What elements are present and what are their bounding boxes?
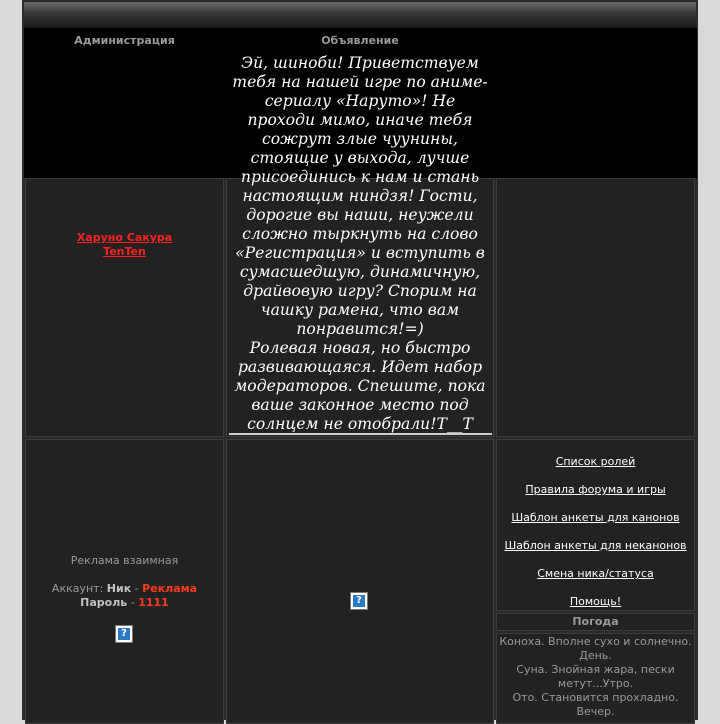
weather-title: Погода [572, 615, 619, 628]
admin-list [26, 231, 223, 259]
weather-oto: Ото. Становится прохладно. Вечер. [512, 691, 679, 718]
broken-image-icon: ? [118, 628, 130, 640]
link-change-nick[interactable]: Смена ника/статуса [537, 567, 654, 580]
center-bottom-cell [226, 439, 494, 724]
admin-link-tenten[interactable]: TenTen [103, 245, 146, 258]
admin-cell [25, 178, 224, 437]
link-noncanon-template[interactable]: Шаблон анкеты для неканонов [504, 539, 687, 552]
ad-password-line [26, 596, 223, 610]
admin-link-sakura[interactable]: Харуно Сакура [76, 231, 173, 244]
link-forum-rules[interactable]: Правила форума и игры [525, 483, 666, 496]
ad-nick-value: Реклама [142, 582, 198, 595]
ad-password-label: Пароль [80, 596, 128, 609]
right-cell-top [496, 178, 695, 437]
center-banner-placeholder[interactable] [350, 592, 368, 610]
link-help[interactable]: Помощь! [569, 595, 622, 608]
announcement-header: Объявление [321, 34, 399, 47]
ad-password-value: 1111 [138, 596, 169, 609]
ad-title: Реклама взаимная [70, 554, 179, 567]
weather-suna: Суна. Знойная жара, пески метут...Утро. [516, 663, 675, 690]
broken-image-icon: ? [353, 595, 365, 607]
weather-konoha: Коноха. Вполне сухо и солнечно. День. [499, 635, 692, 662]
ad-nick-label: Ник [106, 582, 132, 595]
announcement-underline [229, 433, 492, 435]
nav-links [497, 455, 694, 623]
announcement-paragraph-1: Эй, шиноби! Приветствуем тебя на нашей игре по аниме-сериалу «Наруто»! Не проходи мимо, иначе тебя сожрут злые чуунины, стоящие у выхода, лучше присоединись к нам и стань настоящим ниндзя! Гости, дорогие вы наши, неужели сложно тыркнуть на слово «Регистрация» и вступить в сумасшедшую, динамичную, драйвовую игру? Спорим на чашку рамена, что вам понравится!=) [232, 54, 488, 338]
announcement-paragraph-2: Ролевая новая, но быстро развивающаяся. Идет набор модераторов. Спешите, пока ваше законное место под солнцем не отобрали!T__T [234, 339, 486, 433]
ad-separator-2: - [130, 596, 135, 609]
link-canon-template[interactable]: Шаблон анкеты для канонов [511, 511, 680, 524]
ad-separator: - [134, 582, 139, 595]
weather-list [497, 635, 694, 719]
link-roles-list[interactable]: Список ролей [555, 455, 636, 468]
ad-block [26, 554, 223, 610]
ad-account-line [26, 582, 223, 596]
admin-header: Администрация [74, 34, 175, 47]
top-bar [24, 2, 696, 28]
announcement-text [229, 54, 491, 434]
ad-account-label: Аккаунт: [51, 582, 104, 595]
ad-banner-placeholder[interactable] [115, 625, 133, 643]
